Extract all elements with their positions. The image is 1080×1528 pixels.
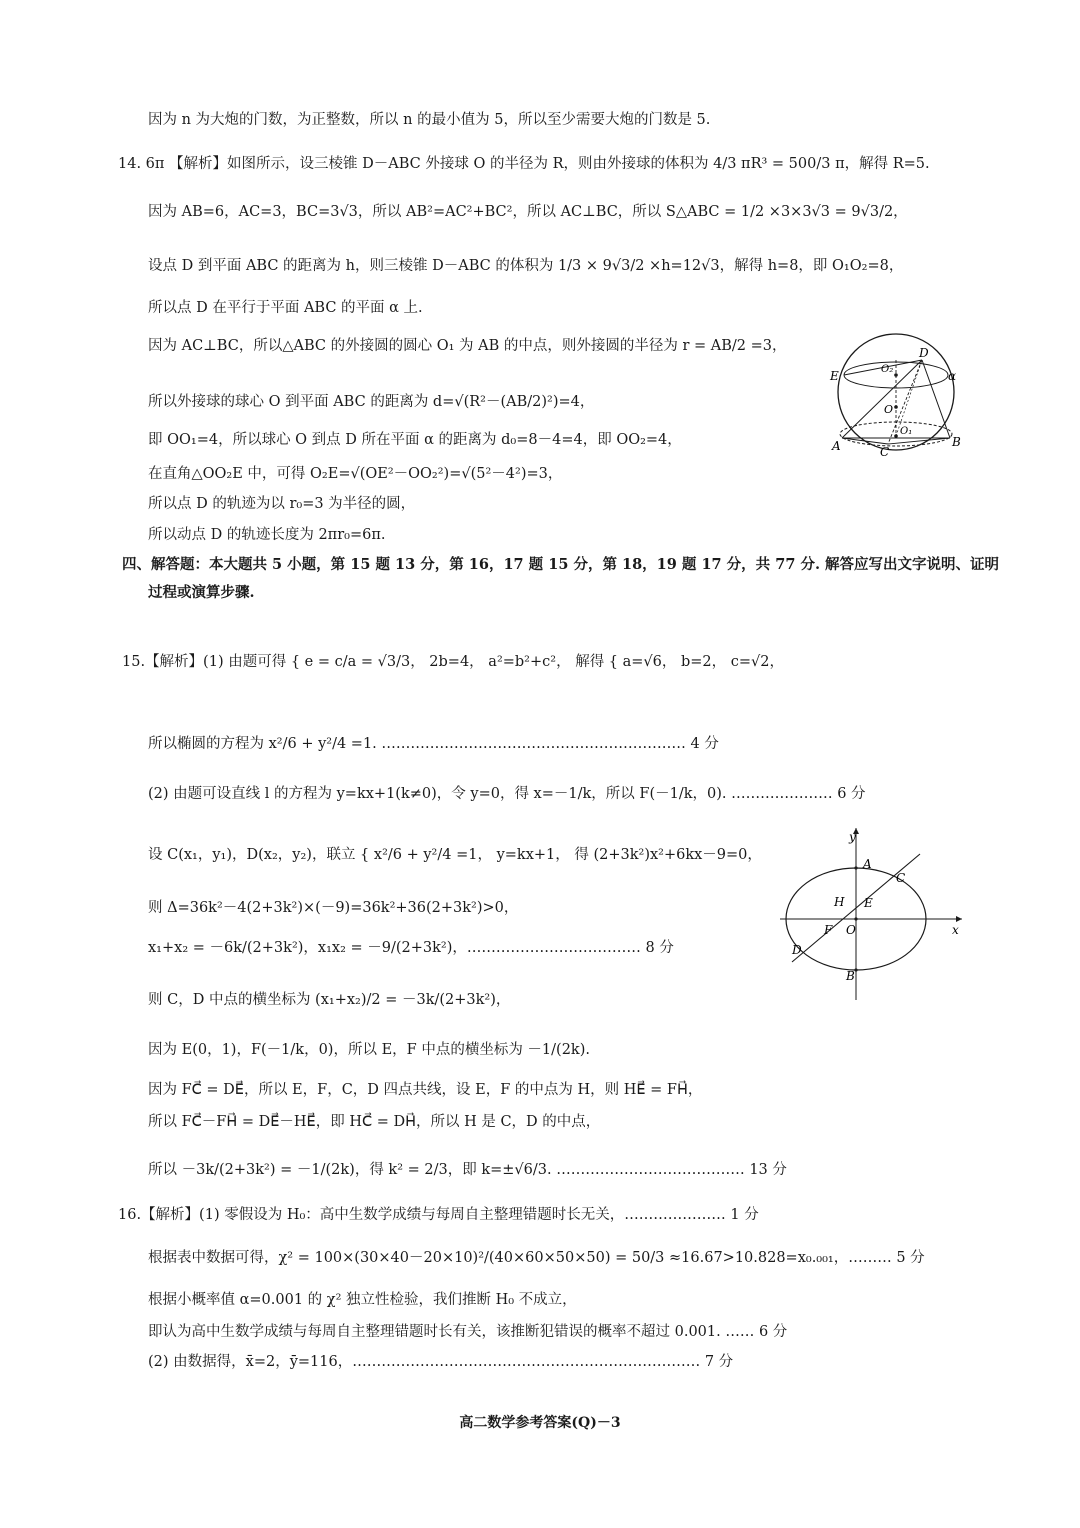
text-line: 14. 6π 【解析】如图所示，设三棱锥 D－ABC 外接球 O 的半径为 R，则由外接球的体积为 4/3 πR³ = 500/3 π，解得 R=5. [118, 156, 930, 172]
text-line: 设 C(x₁，y₁)，D(x₂，y₂)，联立 { x²/6 + y²/4 =1， y=kx+1， 得 (2+3k²)x²+6kx－9=0， [148, 847, 762, 863]
text-line: (2) 由题可设直线 l 的方程为 y=kx+1(k≠0)，令 y=0，得 x=－1/k，所以 F(－1/k，0). ………………… 6 分 [148, 786, 866, 802]
sphere-label-d: D [919, 346, 929, 360]
ellipse-label-x: x [952, 923, 959, 937]
ellipse-label-o: O [846, 923, 856, 937]
ellipse-label-c: C [896, 871, 906, 885]
ellipse-figure [776, 824, 966, 1004]
text-line: 所以 FC⃗－FH⃗ = DE⃗－HE⃗，即 HC⃗ = DH⃗，所以 H 是 C，D 的中点， [148, 1114, 601, 1130]
text-line: 所以椭圆的方程为 x²/6 + y²/4 =1. ……………………………………………………… 4 分 [148, 736, 719, 752]
text-line: 根据表中数据可得，χ² = 100×(30×40－20×10)²/(40×60×50×50) = 50/3 ≈16.67>10.828=x₀.₀₀₁，……… 5 分 [148, 1250, 925, 1266]
text-line: 所以外接球的球心 O 到平面 ABC 的距离为 d=√(R²－(AB/2)²)=4， [148, 394, 595, 410]
text-line: 根据小概率值 α=0.001 的 χ² 独立性检验，我们推断 H₀ 不成立， [148, 1292, 577, 1308]
ellipse-label-e: E [864, 896, 873, 910]
text-line: 因为 AB=6，AC=3，BC=3√3，所以 AB²=AC²+BC²，所以 AC⊥BC，所以 S△ABC = 1/2 ×3×3√3 = 9√3/2， [148, 204, 908, 220]
page-footer: 高二数学参考答案(Q)－3 [459, 1415, 621, 1431]
text-line: 所以 －3k/(2+3k²) = －1/(2k)，得 k² = 2/3，即 k=±√6/3. ………………………………… 13 分 [148, 1162, 787, 1178]
text-line: 16.【解析】(1) 零假设为 H₀：高中生数学成绩与每周自主整理错题时长无关，………………… 1 分 [118, 1207, 759, 1223]
section-heading-cont: 过程或演算步骤. [148, 584, 255, 601]
text-line: 因为 AC⊥BC，所以△ABC 的外接圆的圆心 O₁ 为 AB 的中点，则外接圆的半径为 r = AB/2 =3， [148, 338, 787, 354]
text-line: 因为 E(0，1)，F(－1/k，0)，所以 E，F 中点的横坐标为 －1/(2k). [148, 1042, 590, 1058]
ellipse-label-f: F [824, 923, 833, 937]
text-line: 在直角△OO₂E 中，可得 O₂E=√(OE²－OO₂²)=√(5²－4²)=3， [148, 466, 563, 482]
text-line: (2) 由数据得，x̄=2，ȳ=116，……………………………………………………………… 7 分 [148, 1354, 734, 1370]
section-heading: 四、解答题：本大题共 5 小题，第 15 题 13 分，第 16，17 题 15 分，第 18，19 题 17 分，共 77 分. 解答应写出文字说明、证明 [122, 556, 1000, 573]
sphere-label-o: O [884, 403, 894, 416]
text-line: 因为 n 为大炮的门数，为正整数，所以 n 的最小值为 5，所以至少需要大炮的门数是 5. [148, 112, 711, 128]
text-line: 则 C，D 中点的横坐标为 (x₁+x₂)/2 = －3k/(2+3k²)， [148, 992, 511, 1008]
text-line: 即认为高中生数学成绩与每周自主整理错题时长有关，该推断犯错误的概率不超过 0.001. …… 6 分 [148, 1324, 788, 1340]
ellipse-label-a: A [863, 857, 872, 871]
text-line: 所以动点 D 的轨迹长度为 2πr₀=6π. [148, 527, 386, 543]
sphere-figure [826, 330, 968, 460]
text-line: 15.【解析】(1) 由题可得 { e = c/a = √3/3， 2b=4， a²=b²+c²， 解得 { a=√6， b=2， c=√2， [122, 654, 784, 670]
sphere-label-e: E [830, 369, 839, 383]
text-line: 所以点 D 的轨迹为以 r₀=3 为半径的圆， [148, 496, 416, 512]
text-line: x₁+x₂ = －6k/(2+3k²)，x₁x₂ = －9/(2+3k²)，……………………………… 8 分 [148, 940, 674, 956]
sphere-label-b: B [952, 435, 961, 449]
ellipse-label-y: y [849, 830, 856, 844]
text-line: 设点 D 到平面 ABC 的距离为 h，则三棱锥 D－ABC 的体积为 1/3 × 9√3/2 ×h=12√3，解得 h=8，即 O₁O₂=8， [148, 258, 904, 274]
sphere-label-c: C [880, 445, 890, 459]
sphere-label-o2: O₂ [881, 364, 894, 375]
ellipse-label-b: B [846, 969, 855, 983]
text-line: 即 OO₁=4，所以球心 O 到点 D 所在平面 α 的距离为 d₀=8－4=4，即 OO₂=4， [148, 432, 682, 448]
sphere-label-a: A [832, 439, 841, 453]
ellipse-label-h: H [834, 895, 845, 909]
ellipse-label-d: D [792, 943, 802, 957]
text-line: 则 Δ=36k²－4(2+3k²)×(－9)=36k²+36(2+3k²)>0， [148, 900, 519, 916]
sphere-label-alpha: α [948, 369, 957, 383]
text-line: 因为 FC⃗ = DE⃗，所以 E，F，C，D 四点共线，设 E，F 的中点为 H，则 HE⃗ = FH⃗， [148, 1082, 703, 1098]
text-line: 所以点 D 在平行于平面 ABC 的平面 α 上. [148, 300, 423, 316]
sphere-label-o1: O₁ [900, 426, 913, 437]
